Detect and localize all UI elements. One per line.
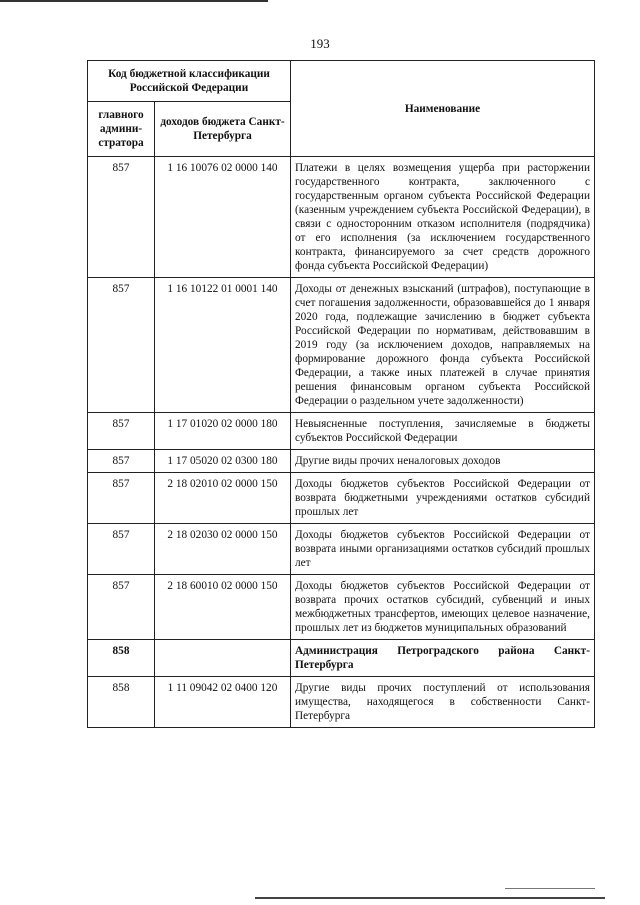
page-number: 193 [310, 36, 330, 51]
table-row [88, 677, 595, 728]
row-admin-code: 857 [88, 413, 155, 450]
header-revenue-code: доходов бюджета Санкт-Петербурга [155, 102, 291, 157]
row-name: Невыясненные поступления, зачисляемые в бюджеты субъектов Российской Федерации [291, 413, 595, 450]
row-revenue-code [155, 640, 291, 677]
row-admin-code: 857 [88, 473, 155, 524]
row-name: Доходы от денежных взысканий (штрафов), поступающие в счет погашения задолженности, образовавшейся до 1 января 2020 года, подлежащие зачислению в бюджет субъекта Российской Федерации по нормативам, действовавшим в 2019 году (за исключением доходов, направляемых на формирование дорожного фонда субъекта Российской Федерации, а также иных платежей в случае принятия решения финансовым органом субъекта Российской Федерации о раздельном учете задолженности) [291, 278, 595, 413]
header-budget-classification-code: Код бюджетной классификации Российской Федерации [88, 61, 291, 102]
budget-classification-table [87, 60, 595, 728]
table-row [88, 473, 595, 524]
row-name: Администрация Петроградского района Санкт-Петербурга [291, 640, 595, 677]
row-admin-code: 857 [88, 575, 155, 640]
row-admin-code: 857 [88, 278, 155, 413]
header-name: Наименование [291, 61, 595, 157]
table-row [88, 413, 595, 450]
header-chief-administrator: главного админи-стратора [88, 102, 155, 157]
row-revenue-code: 2 18 02030 02 0000 150 [155, 524, 291, 575]
table-row [88, 278, 595, 413]
scan-edge-top [0, 0, 268, 2]
row-name: Доходы бюджетов субъектов Российской Федерации от возврата прочих остатков субсидий, субвенций и иных межбюджетных трансфертов, имеющих целевое назначение, прошлых лет из бюджетов муниципальных образований [291, 575, 595, 640]
row-admin-code: 857 [88, 524, 155, 575]
row-name: Платежи в целях возмещения ущерба при расторжении государственного контракта, заключенного с государственным органом субъекта Российской Федерации (казенным учреждением субъекта Российской Федерации), в связи с односторонним отказом исполнителя (подрядчика) от его исполнения (за исключением государственного контракта, финансируемого за счет средств дорожного фонда субъекта Российской Федерации) [291, 157, 595, 278]
row-admin-code: 857 [88, 157, 155, 278]
row-revenue-code: 1 17 01020 02 0000 180 [155, 413, 291, 450]
row-name: Доходы бюджетов субъектов Российской Федерации от возврата иными организациями остатков субсидий прошлых лет [291, 524, 595, 575]
row-admin-code: 857 [88, 450, 155, 473]
table-row [88, 157, 595, 278]
row-name: Другие виды прочих неналоговых доходов [291, 450, 595, 473]
row-revenue-code: 1 11 09042 02 0400 120 [155, 677, 291, 728]
scan-edge-mark [505, 888, 595, 889]
table-row [88, 575, 595, 640]
scan-edge-bottom [255, 897, 605, 899]
row-admin-code: 858 [88, 677, 155, 728]
row-name: Доходы бюджетов субъектов Российской Федерации от возврата бюджетными учреждениями остатков субсидий прошлых лет [291, 473, 595, 524]
table-row [88, 640, 595, 677]
table-body [88, 157, 595, 728]
row-revenue-code: 2 18 02010 02 0000 150 [155, 473, 291, 524]
table-row [88, 450, 595, 473]
row-revenue-code: 1 17 05020 02 0300 180 [155, 450, 291, 473]
row-admin-code: 858 [88, 640, 155, 677]
table-header-row [88, 61, 595, 102]
row-revenue-code: 1 16 10122 01 0001 140 [155, 278, 291, 413]
row-revenue-code: 2 18 60010 02 0000 150 [155, 575, 291, 640]
row-revenue-code: 1 16 10076 02 0000 140 [155, 157, 291, 278]
row-name: Другие виды прочих поступлений от использования имущества, находящегося в собственности Санкт-Петербурга [291, 677, 595, 728]
table-row [88, 524, 595, 575]
